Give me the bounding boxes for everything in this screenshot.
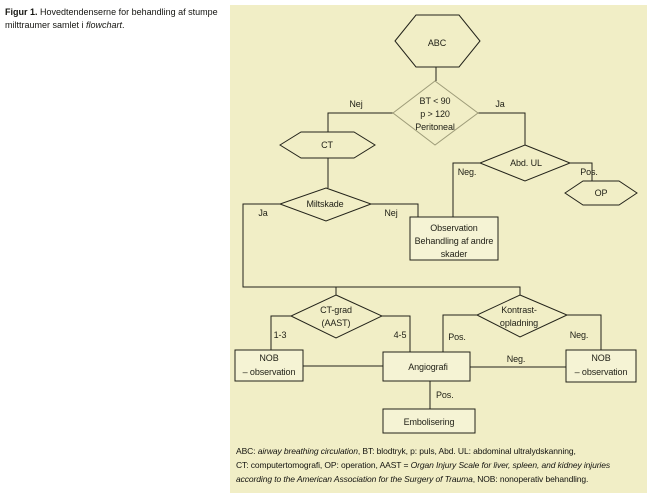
node-nob-right-line1: NOB — [591, 353, 611, 363]
node-kontrast-diamond — [477, 295, 567, 337]
node-kontrast-line2: opladning — [499, 318, 539, 328]
edge-label-grade-1-3: 1-3 — [273, 330, 287, 340]
node-bt-line3: Peritoneal — [415, 122, 455, 132]
abbreviation-footnote — [236, 444, 644, 486]
node-ctgrad-diamond — [291, 295, 382, 338]
edge-label-grade-4-5: 4-5 — [393, 330, 407, 340]
node-miltskade-label: Miltskade — [306, 199, 344, 209]
edge-label-pos-angio: Pos. — [436, 390, 454, 400]
node-nob-right-line2: – observation — [574, 367, 628, 377]
node-observation-line3: skader — [440, 249, 468, 259]
edge-label-nej-milt: Nej — [384, 208, 398, 218]
caption-period: . — [122, 19, 125, 30]
edge-bt-nej-to-ct — [328, 113, 393, 132]
footnote-seg-italic: Organ Injury Scale for liver, spleen, and kidney injuries — [410, 460, 610, 470]
footnote-seg: ABC: — [236, 446, 258, 456]
footnote-seg-italic: airway breathing circulation — [257, 446, 358, 456]
node-observation-line2: Behandling af andre — [414, 236, 494, 246]
node-abdul-label: Abd. UL — [510, 158, 542, 168]
footnote-line-1 — [236, 444, 644, 458]
node-ctgrad-line1: CT-grad — [320, 305, 352, 315]
node-observation-line1: Observation — [430, 223, 478, 233]
node-kontrast-line1: Kontrast- — [501, 305, 537, 315]
footnote-seg: CT: computertomografi, OP: operation, AAST = — [236, 460, 411, 470]
edge-bt-ja-to-abdul — [478, 113, 525, 145]
node-abc-label: ABC — [427, 38, 447, 48]
edge-label-nej-top: Nej — [349, 99, 363, 109]
edge-label-pos-ul: Pos. — [580, 167, 598, 177]
footnote-line-2 — [236, 458, 644, 472]
node-nob-left-line2: – observation — [242, 367, 296, 377]
node-ctgrad-line2: (AAST) — [321, 318, 351, 328]
edge-label-neg-kontrast: Neg. — [569, 330, 589, 340]
edge-label-ja-top: Ja — [495, 99, 505, 109]
node-angiografi-label: Angiografi — [408, 362, 448, 372]
node-embolisering-label: Embolisering — [403, 417, 455, 427]
node-op-label: OP — [594, 188, 608, 198]
node-bt-line1: BT < 90 — [419, 96, 451, 106]
node-nob-left-line1: NOB — [259, 353, 279, 363]
edge-label-ja-milt: Ja — [258, 208, 268, 218]
footnote-seg: , BT: blodtryk, p: puls, Abd. UL: abdominal ultralydskanning, — [357, 446, 576, 456]
caption-figure-number: Figur 1. — [5, 7, 38, 17]
edge-label-pos-kontrast: Pos. — [448, 332, 466, 342]
edge-label-neg-angio: Neg. — [506, 354, 526, 364]
caption-text: Hovedtendenserne for behandling af stumpe milttraumer samlet i — [5, 7, 218, 30]
edge-label-neg-ul: Neg. — [457, 167, 477, 177]
footnote-seg: , NOB: nonoperativ behandling. — [472, 474, 589, 484]
footnote-line-3 — [236, 472, 644, 486]
node-ct-label: CT — [321, 140, 333, 150]
footnote-seg-italic: according to the American Association for the Surgery of Trauma — [236, 474, 473, 484]
caption-italic-word: flowchart — [86, 19, 123, 30]
node-bt-line2: p > 120 — [420, 109, 450, 119]
